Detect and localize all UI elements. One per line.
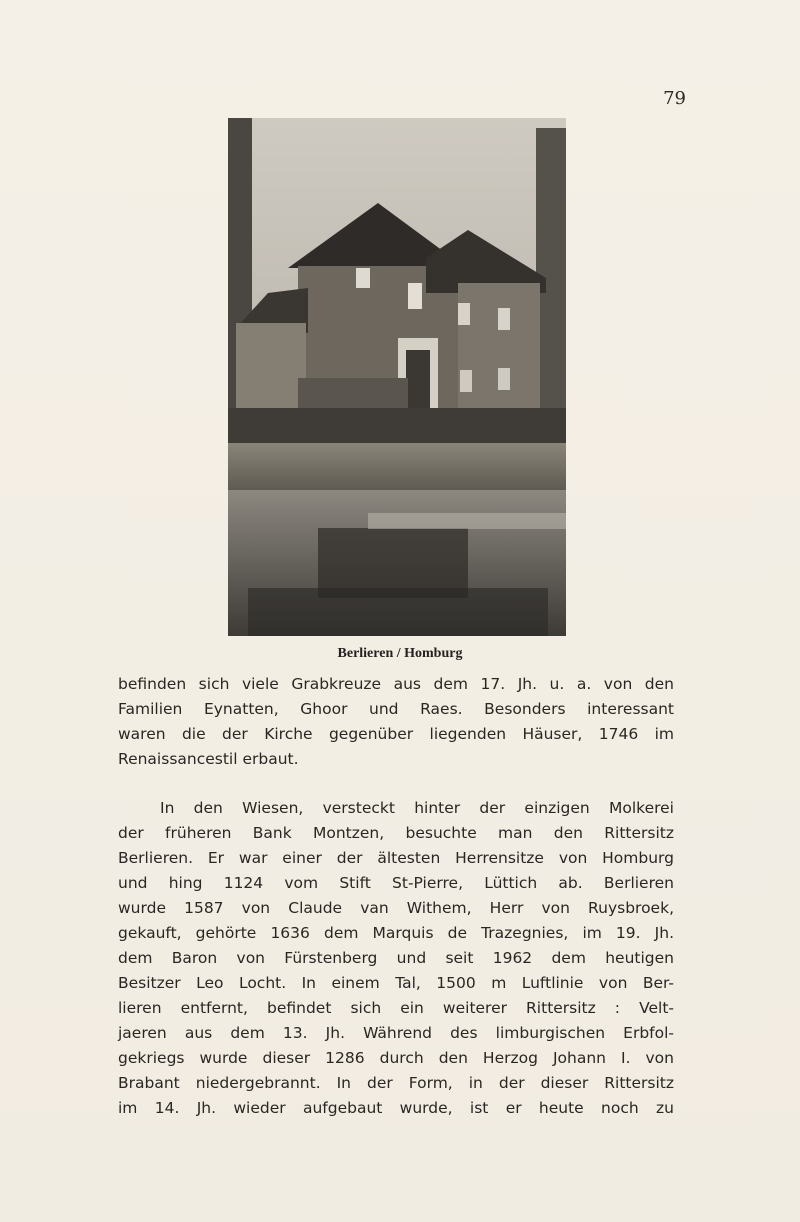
text-line: Familien Eynatten, Ghoor und Raes. Besonders interessant <box>118 700 674 718</box>
text-line: Renaissancestil erbaut. <box>118 750 299 768</box>
text-line: wurde 1587 von Claude van Withem, Herr von Ruysbroek, <box>118 899 674 917</box>
text-line: jaeren aus dem 13. Jh. Während des limburgischen Erbfol- <box>118 1024 674 1042</box>
text-line: lieren entfernt, befindet sich ein weiterer Rittersitz : Velt- <box>118 999 674 1017</box>
photo-caption: Berlieren / Homburg <box>337 646 463 661</box>
text-line: In den Wiesen, versteckt hinter der einzigen Molkerei <box>160 799 674 817</box>
text-line: befinden sich viele Grabkreuze aus dem 17. Jh. u. a. von den <box>118 675 674 693</box>
text-line: Brabant niedergebrannt. In der Form, in der dieser Rittersitz <box>118 1074 674 1092</box>
text-line: gekauft, gehörte 1636 dem Marquis de Trazegnies, im 19. Jh. <box>118 924 674 942</box>
text-line: Besitzer Leo Locht. In einem Tal, 1500 m Luftlinie von Ber- <box>118 974 674 992</box>
text-line: waren die der Kirche gegenüber liegenden Häuser, 1746 im <box>118 725 674 743</box>
text-line: der früheren Bank Montzen, besuchte man den Rittersitz <box>118 824 674 842</box>
manor-house-photo <box>228 118 566 636</box>
paragraph-2 <box>118 796 674 1121</box>
text-line: im 14. Jh. wieder aufgebaut wurde, ist er heute noch zu <box>118 1099 674 1117</box>
body-text <box>118 672 674 1121</box>
photo-berlieren-manor <box>228 118 566 636</box>
text-line: Berlieren. Er war einer der ältesten Herrensitze von Homburg <box>118 849 674 867</box>
paragraph-1 <box>118 672 674 772</box>
text-line: gekriegs wurde dieser 1286 durch den Herzog Johann I. von <box>118 1049 674 1067</box>
text-line: und hing 1124 vom Stift St-Pierre, Lüttich ab. Berlieren <box>118 874 674 892</box>
text-line: dem Baron von Fürstenberg und seit 1962 dem heutigen <box>118 949 674 967</box>
page-number: 79 <box>663 88 686 109</box>
